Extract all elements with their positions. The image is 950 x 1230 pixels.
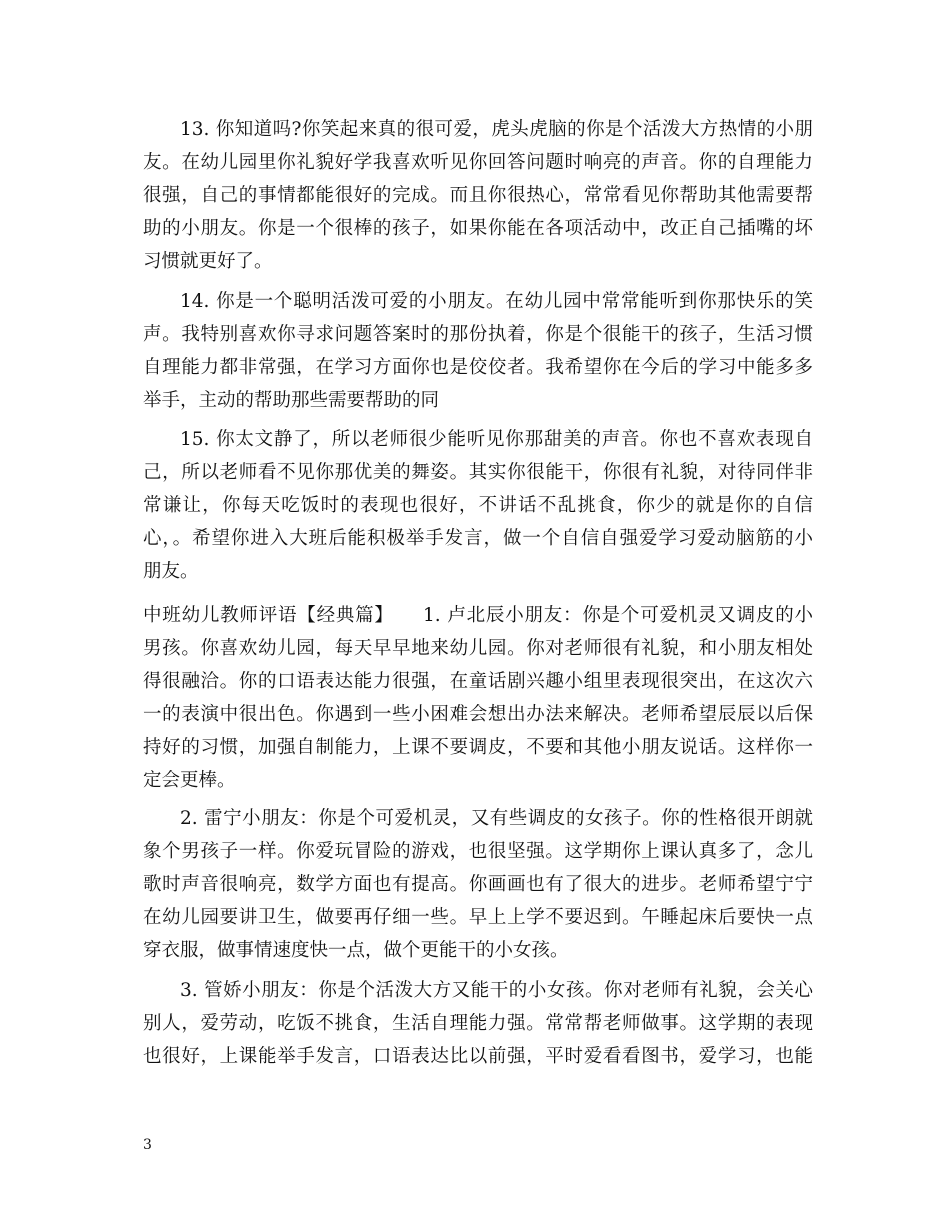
text-line: 己，所以老师看不见你那优美的舞姿。其实你很能干，你很有礼貌，对待同伴非 [143, 462, 813, 483]
text-line: 举手，主动的帮助那些需要帮助的同 [143, 390, 440, 411]
text-line: 别人，爱劳动，吃饭不挑食，生活自理能力强。常常帮老师做事。这学期的表现 [143, 1013, 813, 1034]
text-line: 象个男孩子一样。你爱玩冒险的游戏，也很坚强。这学期你上课认真多了，念儿 [143, 841, 813, 862]
text-line: 习惯就更好了。 [143, 251, 273, 272]
text-line: 朋友。 [143, 561, 199, 582]
text-line: 2. 雷宁小朋友：你是个可爱机灵，又有些调皮的女孩子。你的性格很开朗就 [180, 808, 813, 829]
text-line: 得很融洽。你的口语表达能力很强，在童话剧兴趣小组里表现很突出，在这次六 [143, 671, 813, 692]
text-line: 也很好，上课能举手发言，口语表达比以前强，平时爱看看图书，爱学习，也能 [143, 1046, 813, 1067]
text-line: 在幼儿园要讲卫生，做要再仔细一些。早上上学不要迟到。午睡起床后要快一点 [143, 907, 813, 928]
text-line: 持好的习惯，加强自制能力，上课不要调皮，不要和其他小朋友说话。这样你一 [143, 737, 813, 758]
text-line: 13. 你知道吗?你笑起来真的很可爱，虎头虎脑的你是个活泼大方热情的小朋 [180, 119, 813, 140]
text-line: 自理能力都非常强，在学习方面你也是佼佼者。我希望你在今后的学习中能多多 [143, 357, 813, 378]
text-line: 3. 管娇小朋友：你是个活泼大方又能干的小女孩。你对老师有礼貌，会关心 [180, 980, 813, 1001]
text-line: 定会更棒。 [143, 770, 236, 791]
text-line: 穿衣服，做事情速度快一点，做个更能干的小女孩。 [143, 940, 569, 961]
text-line: 15. 你太文静了，所以老师很少能听见你那甜美的声音。你也不喜欢表现自 [180, 429, 813, 450]
text-line: 友。在幼儿园里你礼貌好学我喜欢听见你回答问题时响亮的声音。你的自理能力 [143, 152, 813, 173]
text-line: 歌时声音很响亮，数学方面也有提高。你画画也有了很大的进步。老师希望宁宁 [143, 874, 813, 895]
page-number: 3 [143, 1137, 152, 1153]
text-line: 男孩。你喜欢幼儿园，每天早早地来幼儿园。你对老师很有礼貌，和小朋友相处 [143, 638, 813, 659]
text-line: 心，。希望你进入大班后能积极举手发言，做一个自信自强爱学习爱动脑筋的小 [143, 528, 813, 549]
text-line: 14. 你是一个聪明活泼可爱的小朋友。在幼儿园中常常能听到你那快乐的笑 [180, 291, 813, 312]
text-line: 声。我特别喜欢你寻求问题答案时的那份执着，你是个很能干的孩子，生活习惯 [143, 324, 813, 345]
text-line: 一的表演中很出色。你遇到一些小困难会想出办法来解决。老师希望辰辰以后保 [143, 704, 813, 725]
text-line: 常谦让，你每天吃饭时的表现也很好，不讲话不乱挑食，你少的就是你的自信 [143, 495, 813, 516]
text-line: 很强，自己的事情都能很好的完成。而且你很热心，常常看见你帮助其他需要帮 [143, 185, 813, 206]
section-heading-line: 中班幼儿教师评语【经典篇】 1. 卢北辰小朋友：你是个可爱机灵又调皮的小 [143, 605, 813, 626]
text-line: 助的小朋友。你是一个很棒的孩子，如果你能在各项活动中，改正自己插嘴的坏 [143, 218, 813, 239]
